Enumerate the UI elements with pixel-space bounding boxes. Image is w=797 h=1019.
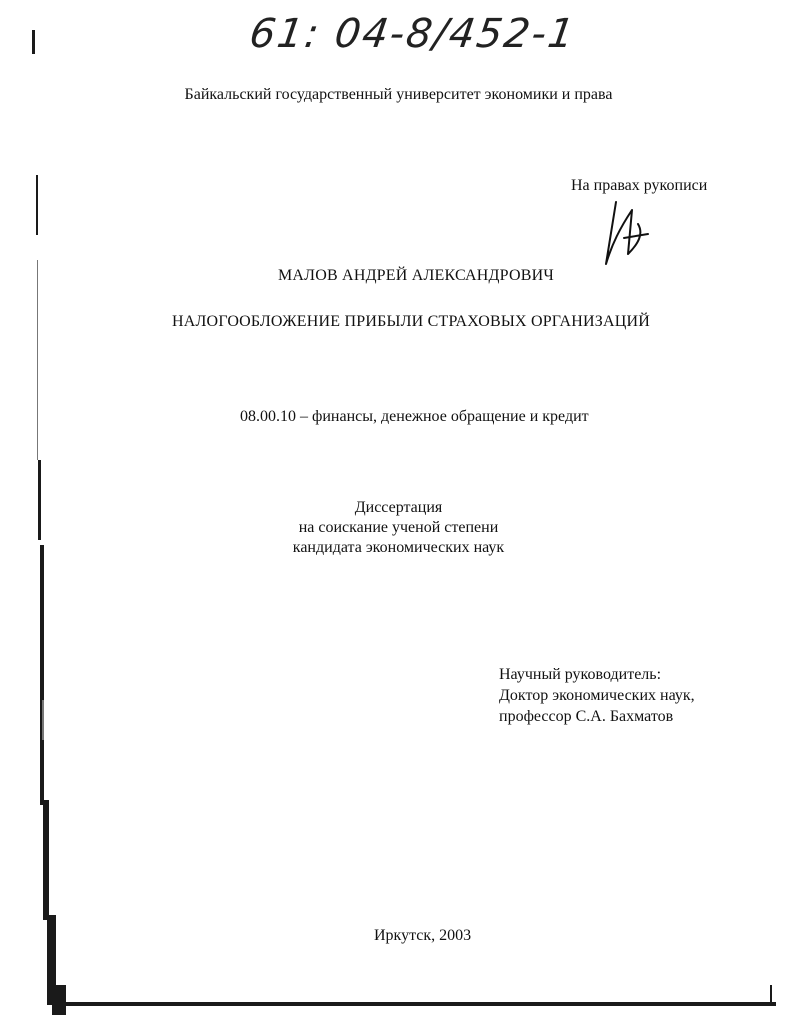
specialty-code: 08.00.10 – финансы, денежное обращение и кредит (240, 408, 589, 425)
degree-line-1: Диссертация (354, 499, 443, 516)
signature-icon (598, 194, 658, 270)
dissertation-title: НАЛОГООБЛОЖЕНИЕ ПРИБЫЛИ СТРАХОВЫХ ОРГАНИЗАЦИЙ (172, 313, 651, 330)
city-year: Иркутск, 2003 (374, 927, 472, 944)
archive-code-text: 61: 04-8/452-1 (246, 11, 579, 57)
author-name: МАЛОВ АНДРЕЙ АЛЕКСАНДРОВИЧ (278, 267, 554, 284)
supervisor-line-2: Доктор экономических наук, (499, 687, 695, 704)
university-name: Байкальский государственный университет экономики и права (184, 86, 613, 103)
degree-line-2: на соискание ученой степени (298, 519, 499, 536)
supervisor-line-3: профессор С.А. Бахматов (499, 708, 674, 725)
degree-line-3: кандидата экономических наук (292, 539, 505, 556)
rights-note: На правах рукописи (571, 177, 708, 194)
handwritten-archive-code (246, 6, 579, 68)
supervisor-line-1: Научный руководитель: (499, 666, 662, 683)
